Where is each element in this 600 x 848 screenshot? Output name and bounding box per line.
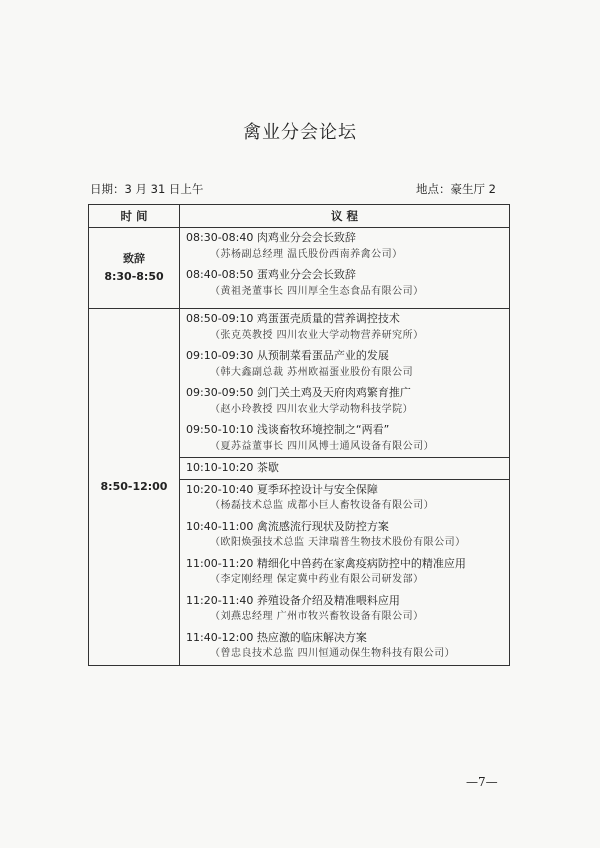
agenda-item-speaker: （李定刚经理 保定冀中药业有限公司研发部） <box>210 574 424 585</box>
agenda-item-speaker: （韩大鑫副总裁 苏州欧福蛋业股份有限公司 <box>210 366 414 378</box>
agenda-item-title: 11:20-11:40 养殖设备介绍及精准喂料应用 <box>186 593 400 607</box>
opening-items <box>180 228 510 309</box>
agenda-item <box>180 420 509 457</box>
agenda-item-title: 11:40-12:00 热应激的临床解决方案 <box>186 630 367 644</box>
opening-time-cell <box>89 228 180 309</box>
agenda-item-title: 10:40-11:00 禽流感流行现状及防控方案 <box>186 519 389 533</box>
agenda-item-title: 11:00-11:20 精细化中兽药在家禽疫病防控中的精准应用 <box>186 556 466 570</box>
agenda-item-title: 08:40-08:50 蛋鸡业分会会长致辞 <box>186 268 356 281</box>
agenda-item-title: 09:30-09:50 剑门关土鸡及天府肉鸡繁育推广 <box>186 386 411 399</box>
opening-label: 致辞 <box>123 252 145 265</box>
agenda-item <box>180 346 509 383</box>
agenda-item <box>180 479 509 517</box>
agenda-item-speaker: （欧阳焕强技术总监 天津瑞普生物技术股份有限公司） <box>210 537 466 548</box>
agenda-item <box>180 309 509 346</box>
session-time: 8:50-12:00 <box>100 479 168 493</box>
date-label: 日期：3 月 31 日上午 <box>90 182 204 196</box>
header-agenda: 议 程 <box>180 205 510 228</box>
agenda-item <box>180 591 509 628</box>
session-time-cell <box>89 309 180 666</box>
opening-row <box>89 228 510 309</box>
agenda-item-speaker: （苏杨副总经理 温氏股份西南养禽公司） <box>210 248 403 260</box>
agenda-item-speaker: （夏苏益董事长 四川风博士通风设备有限公司） <box>210 440 435 452</box>
header-time: 时 间 <box>89 205 180 228</box>
agenda-item <box>180 228 509 265</box>
tea-break <box>180 457 509 479</box>
agenda-item-title: 08:50-09:10 鸡蛋蛋壳质量的营养调控技术 <box>186 312 400 325</box>
agenda-item <box>180 628 509 665</box>
page-title: 禽业分会论坛 <box>243 122 357 143</box>
agenda-item-speaker: （赵小玲教授 四川农业大学动物科技学院） <box>210 403 414 415</box>
agenda-item-title: 08:30-08:40 肉鸡业分会会长致辞 <box>186 231 356 244</box>
agenda-item-speaker: （张克英教授 四川农业大学动物营养研究所） <box>210 329 424 341</box>
page-number: —7— <box>466 775 498 789</box>
agenda-item-title: 10:20-10:40 夏季环控设计与安全保障 <box>186 482 378 496</box>
agenda-item-speaker: （曾忠良技术总监 四川恒通动保生物科技有限公司） <box>210 648 456 659</box>
agenda-item-title: 09:50-10:10 浅谈畜牧环境控制之“两看” <box>186 423 390 436</box>
agenda-item-title: 09:10-09:30 从预制菜看蛋品产业的发展 <box>186 349 389 362</box>
session-items <box>180 309 510 666</box>
venue-label: 地点：豪生厅 2 <box>416 182 496 196</box>
agenda-item <box>180 517 509 554</box>
agenda-item-speaker: （杨磊技术总监 成都小巨人畜牧设备有限公司） <box>210 500 435 511</box>
agenda-item <box>180 383 509 420</box>
agenda-item <box>180 554 509 591</box>
opening-time: 8:30-8:50 <box>104 270 164 283</box>
session-row <box>89 309 510 666</box>
agenda-item-speaker: （刘燕忠经理 广州市牧兴畜牧设备有限公司） <box>210 611 424 622</box>
agenda-table <box>88 204 510 666</box>
table-header-row <box>89 205 510 228</box>
agenda-item-speaker: （黄祖尧董事长 四川厚全生态食品有限公司） <box>210 285 424 297</box>
agenda-item <box>180 265 509 302</box>
tea-break-label: 10:10-10:20 茶歇 <box>186 461 279 474</box>
